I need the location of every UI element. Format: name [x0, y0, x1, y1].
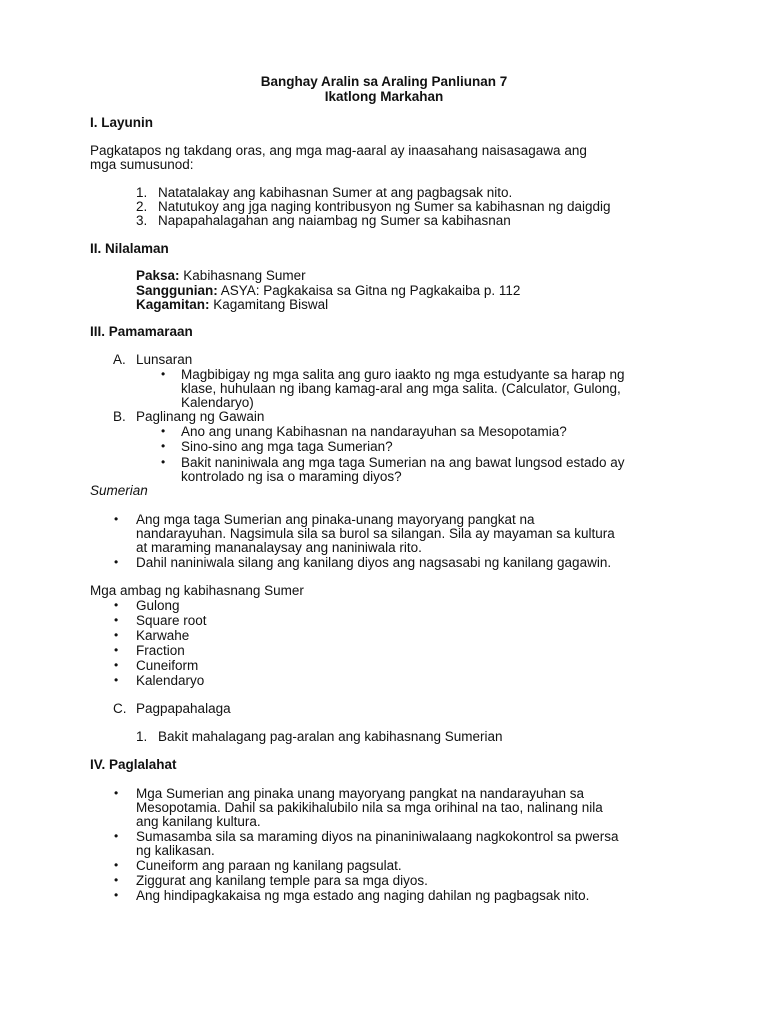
bullet-icon: •	[161, 424, 166, 438]
section-heading-pamamaraan: III. Pamamaraan	[90, 324, 193, 339]
bullet-icon: •	[114, 628, 119, 642]
paglalahat-bullet-2-line-1: Sumasamba sila sa maraming diyos na pinaniniwalaang nagkokontrol sa pwersa	[136, 829, 619, 844]
step-b-label: Paglinang ng Gawain	[136, 409, 265, 424]
paglinang-item-3-line-2: kontrolado ng isa o maraming diyos?	[181, 469, 402, 484]
layunin-intro-line-1: Pagkatapos ng takdang oras, ang mga mag-aaral ay inaasahang naisasagawa ang	[90, 143, 587, 158]
bullet-icon: •	[114, 888, 119, 902]
ambag-item: Fraction	[136, 643, 185, 658]
paglalahat-bullet-2-line-2: ng kalikasan.	[136, 843, 215, 858]
ambag-label: Mga ambag ng kabihasnang Sumer	[90, 583, 304, 598]
title-line-2: Ikatlong Markahan	[324, 89, 444, 104]
step-c-label: Pagpapahalaga	[136, 701, 231, 716]
title-line-1: Banghay Aralin sa Araling Panliunan 7	[260, 74, 508, 89]
sumerian-bullet-1-line-2: nandarayuhan. Nagsimula sila sa burol sa silangan. Sila ay mayaman sa kultura	[136, 526, 615, 541]
paglalahat-bullet-1-line-2: Mesopotamia. Dahil sa pakikihalubilo nila sa mga orihinal na tao, nalinang nila	[136, 800, 603, 815]
layunin-item-3: 3. Napapahalagahan ang naiambag ng Sumer sa kabihasnan	[136, 213, 511, 228]
step-a-letter: A.	[113, 352, 126, 367]
bullet-icon: •	[114, 643, 119, 657]
paglalahat-bullet-1-line-3: ang kanilang kultura.	[136, 814, 261, 829]
step-a-label: Lunsaran	[136, 352, 193, 367]
bullet-icon: •	[114, 873, 119, 887]
layunin-item-2: 2. Natutukoy ang jga naging kontribusyon ng Sumer sa kabihasnan ng daigdig	[136, 199, 611, 214]
ambag-item: Karwahe	[136, 628, 190, 643]
kagamitan-line: Kagamitan: Kagamitang Biswal	[136, 297, 329, 312]
document-title	[0, 74, 768, 104]
bullet-icon: •	[114, 512, 119, 526]
lunsaran-line-1: Magbibigay ng mga salita ang guro iaakto ng mga estudyante sa harap ng	[181, 367, 625, 382]
paglinang-item-1: Ano ang unang Kabihasnan na nandarayuhan sa Mesopotamia?	[181, 424, 567, 439]
bullet-icon: •	[161, 455, 166, 469]
paglalahat-bullet-3: Cuneiform ang paraan ng kanilang pagsulat.	[136, 858, 402, 873]
lunsaran-line-2: klase, huhulaan ng ibang kamag-aral ang mga salita. (Calculator, Gulong,	[181, 381, 621, 396]
paglinang-item-2: Sino-sino ang mga taga Sumerian?	[181, 439, 393, 454]
paksa-line: Paksa: Kabihasnang Sumer	[136, 268, 306, 283]
paglinang-item-3-line-1: Bakit naniniwala ang mga taga Sumerian na ang bawat lungsod estado ay	[181, 455, 625, 470]
bullet-icon: •	[114, 598, 119, 612]
bullet-icon: •	[114, 829, 119, 843]
paglalahat-bullet-1-line-1: Mga Sumerian ang pinaka unang mayoryang pangkat na nandarayuhan sa	[136, 786, 585, 801]
section-heading-layunin: I. Layunin	[90, 115, 154, 130]
ambag-item: Gulong	[136, 598, 180, 613]
section-heading-nilalaman: II. Nilalaman	[90, 241, 169, 256]
layunin-item-1: 1. Natatalakay ang kabihasnan Sumer at ang pagbagsak nito.	[136, 185, 513, 200]
lunsaran-line-3: Kalendaryo)	[181, 395, 254, 410]
bullet-icon: •	[114, 786, 119, 800]
bullet-icon: •	[161, 439, 166, 453]
paglalahat-bullet-5: Ang hindipagkakaisa ng mga estado ang naging dahilan ng pagbagsak nito.	[136, 888, 590, 903]
bullet-icon: •	[114, 658, 119, 672]
ambag-item: Square root	[136, 613, 207, 628]
bullet-icon: •	[114, 858, 119, 872]
pagpapahalaga-item-1: 1. Bakit mahalagang pag-aralan ang kabihasnang Sumerian	[136, 729, 503, 744]
step-b-letter: B.	[113, 409, 126, 424]
step-c-letter: C.	[113, 701, 127, 716]
ambag-item: Cuneiform	[136, 658, 199, 673]
sumerian-bullet-1-line-3: at maraming mananalaysay ang naniniwala rito.	[136, 540, 422, 555]
section-heading-paglalahat: IV. Paglalahat	[90, 757, 177, 772]
bullet-icon: •	[114, 555, 119, 569]
bullet-icon: •	[161, 367, 166, 381]
bullet-icon: •	[114, 673, 119, 687]
sanggunian-line: Sanggunian: ASYA: Pagkakaisa sa Gitna ng Pagkakaiba p. 112	[136, 283, 521, 298]
sumerian-bullet-1-line-1: Ang mga taga Sumerian ang pinaka-unang mayoryang pangkat na	[136, 512, 535, 527]
layunin-intro-line-2: mga sumusunod:	[90, 157, 194, 172]
ambag-item: Kalendaryo	[136, 673, 205, 688]
sumerian-label: Sumerian	[90, 483, 148, 498]
bullet-icon: •	[114, 613, 119, 627]
paglalahat-bullet-4: Ziggurat ang kanilang temple para sa mga diyos.	[136, 873, 428, 888]
sumerian-bullet-2: Dahil naniniwala silang ang kanilang diyos ang nagsasabi ng kanilang gagawin.	[136, 555, 612, 570]
